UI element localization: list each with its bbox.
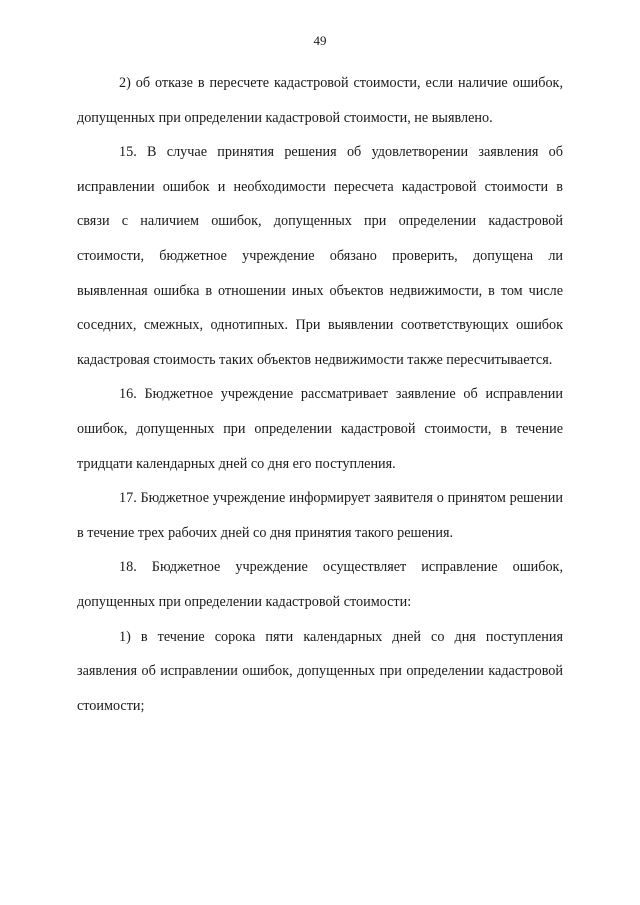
document-body	[77, 66, 563, 723]
paragraph-17: 17. Бюджетное учреждение информирует заявителя о принятом решении в течение трех рабочих дней со дня принятия такого решения.	[77, 490, 563, 541]
paragraph-16: 16. Бюджетное учреждение рассматривает заявление об исправлении ошибок, допущенных при определении кадастровой стоимости, в течение тридцати календарных дней со дня его поступления.	[77, 386, 563, 472]
page-number: 49	[313, 33, 327, 48]
paragraph-15: 15. В случае принятия решения об удовлетворении заявления об исправлении ошибок и необходимости пересчета кадастровой стоимости в связи с наличием ошибок, допущенных при определении кадастровой стоимости, бюджетное учреждение обязано проверить, допущена ли выявленная ошибка в отношении иных объектов недвижимости, в том числе соседних, смежных, однотипных. При выявлении соответствующих ошибок кадастровая стоимость таких объектов недвижимости также пересчитывается.	[77, 144, 563, 368]
paragraph-refusal-clause: 2) об отказе в пересчете кадастровой стоимости, если наличие ошибок, допущенных при определении кадастровой стоимости, не выявлено.	[77, 75, 563, 126]
paragraph-18: 18. Бюджетное учреждение осуществляет исправление ошибок, допущенных при определении кадастровой стоимости:	[77, 559, 563, 610]
paragraph-18-item-1: 1) в течение сорока пяти календарных дней со дня поступления заявления об исправлении ошибок, допущенных при определении кадастровой стоимости;	[77, 628, 563, 714]
